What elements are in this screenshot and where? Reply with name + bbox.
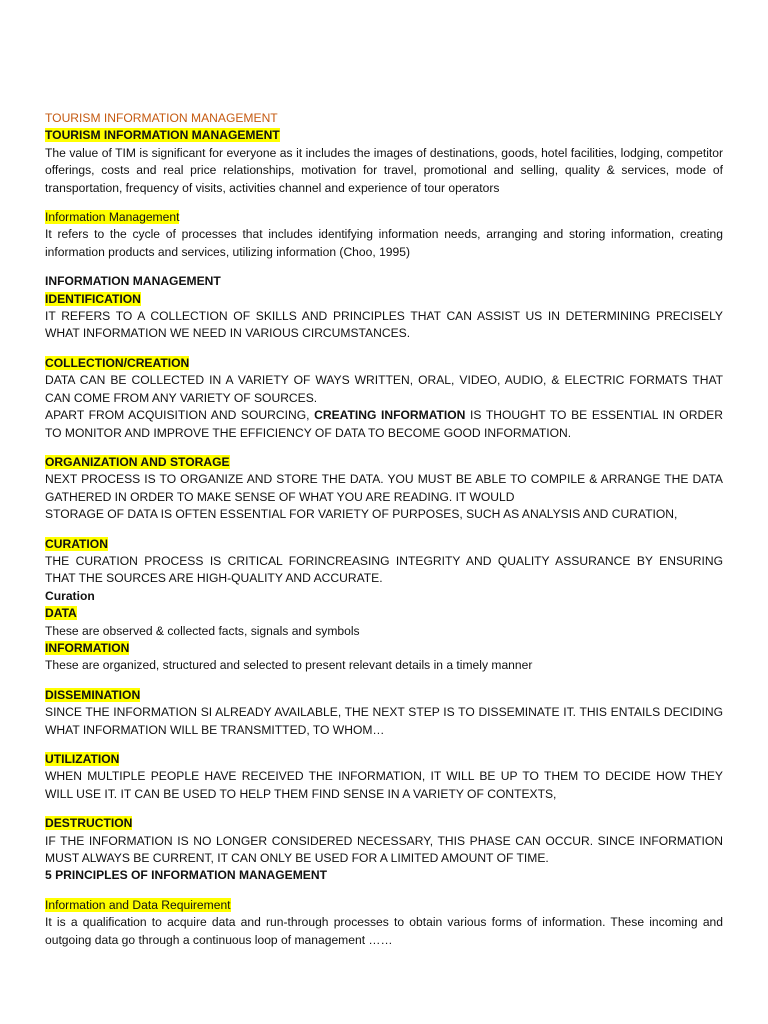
organization-paragraph-1: NEXT PROCESS IS TO ORGANIZE AND STORE THE DATA. YOU MUST BE ABLE TO COMPILE & ARRANGE THE DATA GATHERED IN ORDER TO MAKE SENSE OF WHAT YOU ARE READING. IT WOULD — [45, 472, 723, 504]
collection-paragraph-2: APART FROM ACQUISITION AND SOURCING, CREATING INFORMATION IS THOUGHT TO BE ESSENTIAL IN ORDER TO MONITOR AND IMPROVE THE EFFICIENCY OF DATA TO BECOME GOOD INFORMATION. — [45, 408, 723, 440]
information-management-paragraph: It refers to the cycle of processes that includes identifying information needs, arranging and storing information, creating information products and services, utilizing information (Choo, 1995) — [45, 227, 723, 259]
dissemination-paragraph: SINCE THE INFORMATION SI ALREADY AVAILABLE, THE NEXT STEP IS TO DISSEMINATE IT. THIS ENTAILS DECIDING WHAT INFORMATION WILL BE TRANSMITTED, TO WHOM… — [45, 705, 723, 737]
requirement-paragraph: It is a qualification to acquire data and run-through processes to obtain various forms of information. These incoming and outgoing data go through a continuous loop of management …… — [45, 915, 723, 947]
dissemination-heading: DISSEMINATION — [45, 687, 141, 702]
intro-paragraph: The value of TIM is significant for everyone as it includes the images of destinations, goods, hotel facilities, lodging, competitor offerings, costs and real price relationships, motivation for travel, promotional and selling, quality & services, mode of transportation, frequency of visits, activities channel and experience of tour operators — [45, 145, 723, 195]
collection-paragraph-1: DATA CAN BE COLLECTED IN A VARIETY OF WAYS WRITTEN, ORAL, VIDEO, AUDIO, & ELECTRIC FORMATS THAT CAN COME FROM ANY VARIETY OF SOURCES. — [45, 373, 723, 405]
document-title: TOURISM INFORMATION MANAGEMENT — [45, 111, 278, 125]
destruction-paragraph: IF THE INFORMATION IS NO LONGER CONSIDERED NECESSARY, THIS PHASE CAN OCCUR. SINCE INFORMATION MUST ALWAYS BE CURRENT, IT CAN ONLY BE USED FOR A LIMITED AMOUNT OF TIME. — [45, 833, 723, 866]
identification-paragraph: IT REFERS TO A COLLECTION OF SKILLS AND PRINCIPLES THAT CAN ASSIST US IN DETERMINING PRECISELY WHAT INFORMATION WE NEED IN VARIOUS CIRCUMSTANCES. — [45, 309, 723, 341]
creating-information-emphasis: CREATING INFORMATION — [314, 408, 466, 423]
identification-heading: IDENTIFICATION — [45, 291, 141, 306]
information-paragraph: These are organized, structured and selected to present relevant details in a timely manner — [45, 658, 533, 673]
requirement-heading: Information and Data Requirement — [45, 897, 231, 912]
document-page — [45, 110, 723, 949]
curation-subheading: Curation — [45, 588, 95, 603]
curation-paragraph: THE CURATION PROCESS IS CRITICAL FORINCREASING INTEGRITY AND QUALITY ASSURANCE BY ENSURING THAT THE SOURCES ARE HIGH-QUALITY AND ACCURATE. — [45, 553, 723, 586]
information-management-heading: Information Management — [45, 210, 180, 225]
information-management-caps-heading: INFORMATION MANAGEMENT — [45, 274, 221, 289]
organization-paragraph-2: STORAGE OF DATA IS OFTEN ESSENTIAL FOR VARIETY OF PURPOSES, SUCH AS ANALYSIS AND CURATION, — [45, 507, 678, 522]
principles-heading: 5 PRINCIPLES OF INFORMATION MANAGEMENT — [45, 868, 327, 883]
collection-heading: COLLECTION/CREATION — [45, 355, 190, 370]
title-highlighted: TOURISM INFORMATION MANAGEMENT — [45, 128, 280, 143]
utilization-paragraph: WHEN MULTIPLE PEOPLE HAVE RECEIVED THE INFORMATION, IT WILL BE UP TO THEM TO DECIDE HOW THEY WILL USE IT. IT CAN BE USED TO HELP THEM FIND SENSE IN A VARIETY OF CONTEXTS, — [45, 769, 723, 801]
data-paragraph: These are observed & collected facts, signals and symbols — [45, 623, 360, 638]
curation-heading: CURATION — [45, 536, 108, 551]
information-heading: INFORMATION — [45, 640, 130, 655]
destruction-heading: DESTRUCTION — [45, 816, 133, 831]
organization-heading: ORGANIZATION AND STORAGE — [45, 454, 230, 469]
data-heading: DATA — [45, 606, 77, 621]
utilization-heading: UTILIZATION — [45, 752, 120, 766]
